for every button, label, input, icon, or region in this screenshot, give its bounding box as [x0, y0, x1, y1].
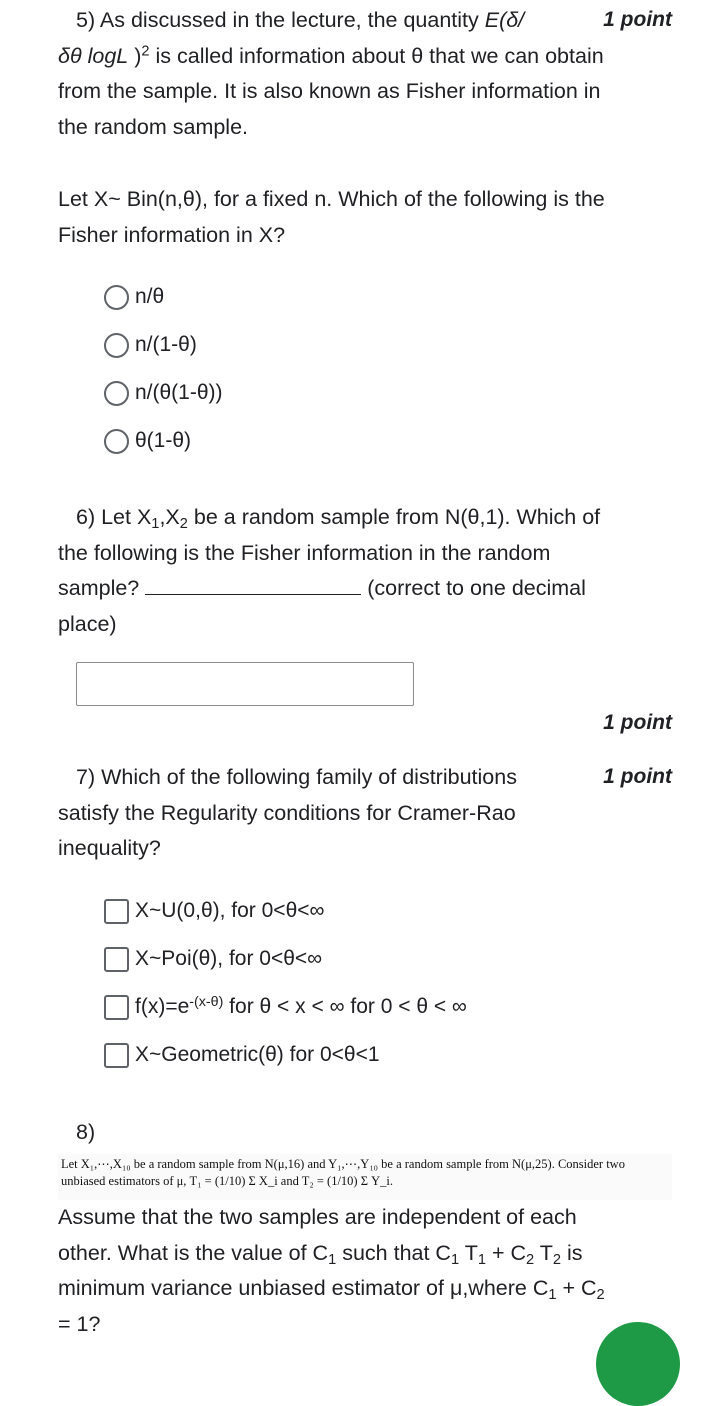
question-7-points: 1 point: [603, 765, 672, 788]
checkbox[interactable]: [104, 1043, 129, 1068]
q7-option-4[interactable]: X~Geometric(θ) for 0<θ<1: [104, 1040, 380, 1070]
question-8-image: Let X₁,⋯,X₁₀ be a random sample from N(μ,16) and Y₁,⋯,Y₁₀ be a random sample from N(μ,25). Consider two unbiased estimators of μ, T₁ = (1/10) Σ X_i and T₂ = (1/10) Σ Y_i.: [58, 1154, 672, 1200]
checkbox[interactable]: [104, 899, 129, 924]
floating-action-button[interactable]: [596, 1322, 680, 1406]
question-8-text: Assume that the two samples are independent of each other. What is the value of $C_1$ such that $C_1$ $T_1 + C_2$ $T_2$ is minimum variance unbiased estimator of μ,where $C_1 + C_2$ = 1?: [58, 1205, 605, 1336]
checkbox[interactable]: [104, 947, 129, 972]
q6-answer-input[interactable]: [76, 662, 414, 706]
question-7-text: 7) Which of the following family of distributions satisfy the Regularity conditions for Cramer-Rao inequality?: [58, 765, 517, 860]
question-5-text: 5) As discussed in the lecture, the quantity E(δ/ δθ logL )$^2$ is called information about θ that we can obtain from the sample. It is also known as Fisher information in the random sample.: [58, 8, 604, 139]
checkbox[interactable]: [104, 995, 129, 1020]
question-6-points: 1 point: [603, 711, 672, 734]
radio-button[interactable]: [104, 285, 129, 310]
question-8-number: 8): [76, 1120, 96, 1144]
q5-option-4[interactable]: θ(1-θ): [104, 426, 191, 456]
question-5-points: 1 point: [603, 8, 672, 31]
q5-option-1[interactable]: n/θ: [104, 282, 164, 312]
q7-option-2[interactable]: X~Poi(θ), for 0<θ<∞: [104, 944, 322, 974]
question-5-prompt: Let X~ Bin(n,θ), for a fixed n. Which of the following is the Fisher information in X?: [58, 187, 605, 247]
answer-blank-line: [145, 572, 361, 595]
q7-option-1[interactable]: X~U(0,θ), for 0<θ<∞: [104, 896, 324, 926]
radio-button[interactable]: [104, 429, 129, 454]
radio-button[interactable]: [104, 333, 129, 358]
q5-option-3[interactable]: n/(θ(1-θ)): [104, 378, 223, 408]
question-6-text: 6) Let $X_1,X_2$ be a random sample from N(θ,1). Which of the following is the Fisher information in the random sample? (correct to one decimal place): [58, 505, 601, 636]
q7-option-3[interactable]: $f(x)=e^{-(x-\theta)}$ for θ < x < ∞ for 0 < θ < ∞: [104, 992, 467, 1022]
q5-option-2[interactable]: n/(1-θ): [104, 330, 197, 360]
radio-button[interactable]: [104, 381, 129, 406]
